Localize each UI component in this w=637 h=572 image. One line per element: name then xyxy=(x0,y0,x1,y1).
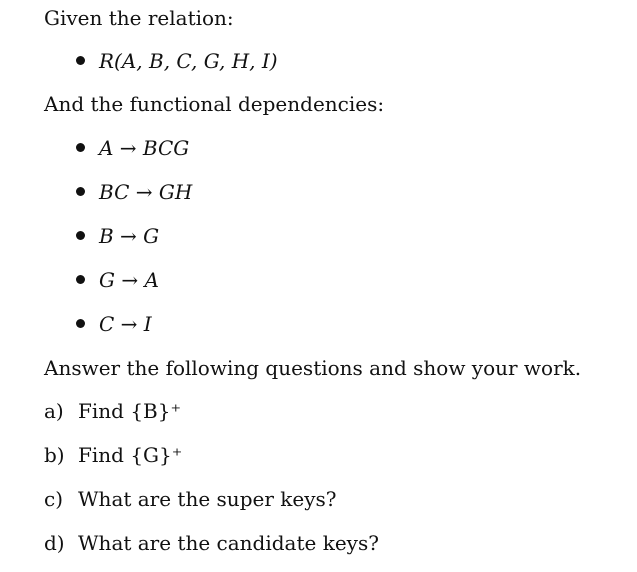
question-item xyxy=(44,443,182,467)
bullet-icon xyxy=(76,187,85,196)
dependency-text: A → BCG xyxy=(99,136,190,160)
intro-text: Given the relation: xyxy=(44,6,234,30)
question-letter: a) xyxy=(44,399,64,423)
dependency-text: B → G xyxy=(99,224,160,248)
bullet-icon xyxy=(76,275,85,284)
dependency-item xyxy=(76,180,192,204)
question-letter: b) xyxy=(44,443,65,467)
dependency-text: BC → GH xyxy=(99,180,193,204)
question-letter: c) xyxy=(44,487,64,511)
question-item xyxy=(44,487,337,511)
fd-heading: And the functional dependencies: xyxy=(44,92,385,116)
relation-item xyxy=(76,49,278,73)
dependency-item xyxy=(76,312,152,336)
question-letter: d) xyxy=(44,531,65,555)
dependency-item xyxy=(76,224,159,248)
dependency-text: G → A xyxy=(99,268,159,292)
dependency-item xyxy=(76,268,159,292)
question-item xyxy=(44,399,181,423)
question-text: What are the candidate keys? xyxy=(78,531,379,555)
question-text: What are the super keys? xyxy=(78,487,337,511)
relation-schema: R(A, B, C, G, H, I) xyxy=(99,49,278,73)
dependency-text: C → I xyxy=(99,312,152,336)
bullet-icon xyxy=(76,56,85,65)
question-text: Find {B}⁺ xyxy=(78,399,182,423)
bullet-icon xyxy=(76,143,85,152)
instructions-text: Answer the following questions and show your work. xyxy=(44,356,582,380)
dependency-item xyxy=(76,136,189,160)
question-text: Find {G}⁺ xyxy=(78,443,183,467)
bullet-icon xyxy=(76,319,85,328)
bullet-icon xyxy=(76,231,85,240)
question-item xyxy=(44,531,379,555)
